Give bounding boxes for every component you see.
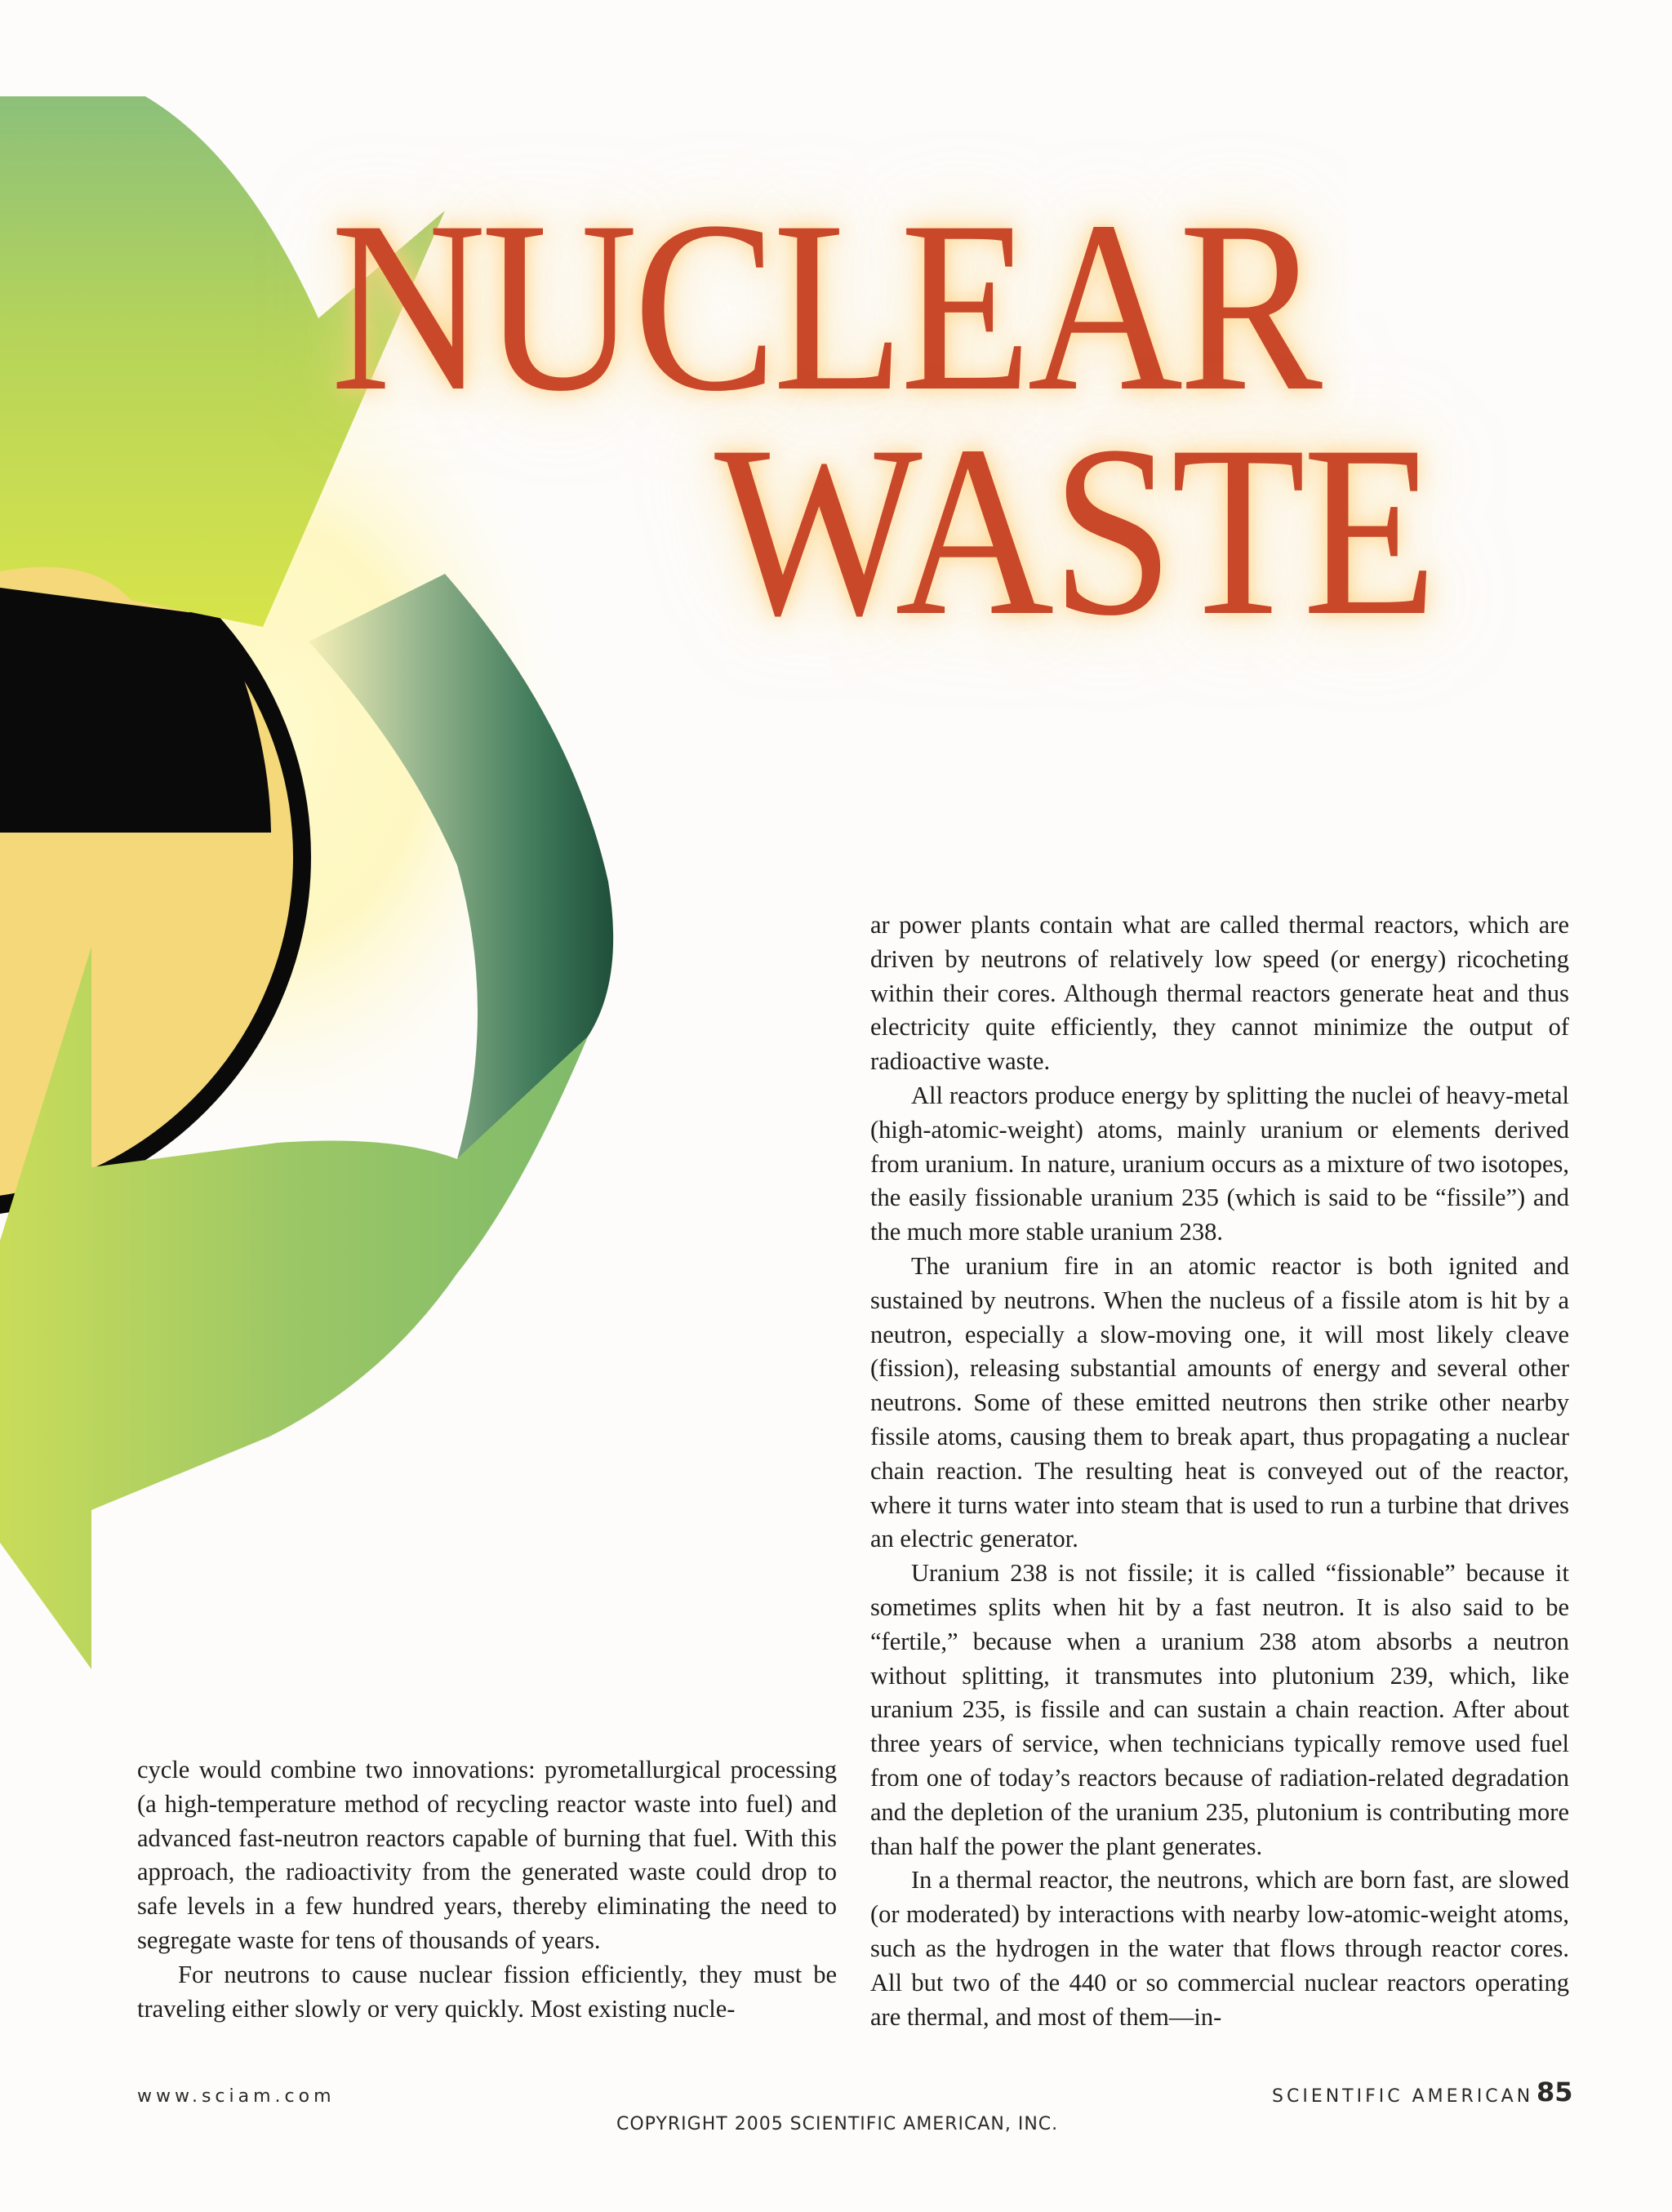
article-body-right-column <box>870 908 1569 2034</box>
article-body-left-column <box>137 1753 837 2026</box>
paragraph: In a thermal reactor, the neutrons, which are born fast, are slowed (or moderated) by interactions with nearby low-atomic-weight atoms, such as the hydrogen in the water that flows through reactor cores. All but two of the 440 or so commercial nuclear reactors operating are thermal, and most of them—in- <box>870 1866 1569 2031</box>
page-number: 85 <box>1536 2077 1573 2108</box>
footer-website-link[interactable]: www.sciam.com <box>137 2086 336 2107</box>
paragraph: The uranium fire in an atomic reactor is both ignited and sustained by neutrons. When the nucleus of a fissile atom is hit by a neutron, especially a slow-moving one, it will most likely cleave (fission), releasing substantial amounts of energy and several other neutrons. Some of these emitted neutrons then strike other nearby fissile atoms, causing them to break apart, thus propagating a nuclear chain reaction. The resulting heat is conveyed out of the reactor, where it turns water into steam that is used to run a turbine that drives an electric generator. <box>870 1251 1569 1553</box>
article-title-line-1: NUCLEAR <box>331 171 1318 442</box>
paragraph: For neutrons to cause nuclear fission efficiently, they must be traveling either slowly or very quickly. Most existing nucle- <box>137 1960 837 2023</box>
article-title-line-2: WASTE <box>714 395 1434 666</box>
copyright-notice: COPYRIGHT 2005 SCIENTIFIC AMERICAN, INC. <box>616 2114 1059 2134</box>
footer-magazine-name: SCIENTIFIC AMERICAN <box>1272 2086 1534 2107</box>
paragraph: cycle would combine two innovations: pyrometallurgical processing (a high-temperature method of recycling reactor waste into fuel) and advanced fast-neutron reactors capable of burning that fuel. With this approach, the radioactivity from the generated waste could drop to safe levels in a few hundred years, thereby eliminating the need to segregate waste for tens of thousands of years. <box>137 1756 837 1954</box>
paragraph: All reactors produce energy by splitting the nuclei of heavy-metal (high-atomic-weight) atoms, mainly uranium or elements derived from uranium. In nature, uranium occurs as a mixture of two isotopes, the easily fissionable uranium 235 (which is said to be “fissile”) and the much more stable uranium 238. <box>870 1081 1569 1246</box>
paragraph: Uranium 238 is not fissile; it is called “fissionable” because it sometimes splits when hit by a fast neutron. It is also said to be “fertile,” because when a uranium 238 atom absorbs a neutron without splitting, it transmutes into plutonium 239, which, like uranium 235, is fissile and can sustain a chain reaction. After about three years of service, when technicians typically remove used fuel from one of today’s reactors because of radiation-related degradation and the depletion of the uranium 235, plutonium is contributing more than half the power the plant generates. <box>870 1559 1569 1860</box>
paragraph: ar power plants contain what are called thermal reactors, which are driven by neutrons of relatively low speed (or energy) ricocheting within their cores. Although thermal reactors generate heat and thus electricity quite efficiently, they cannot minimize the output of radioactive waste. <box>870 911 1569 1076</box>
